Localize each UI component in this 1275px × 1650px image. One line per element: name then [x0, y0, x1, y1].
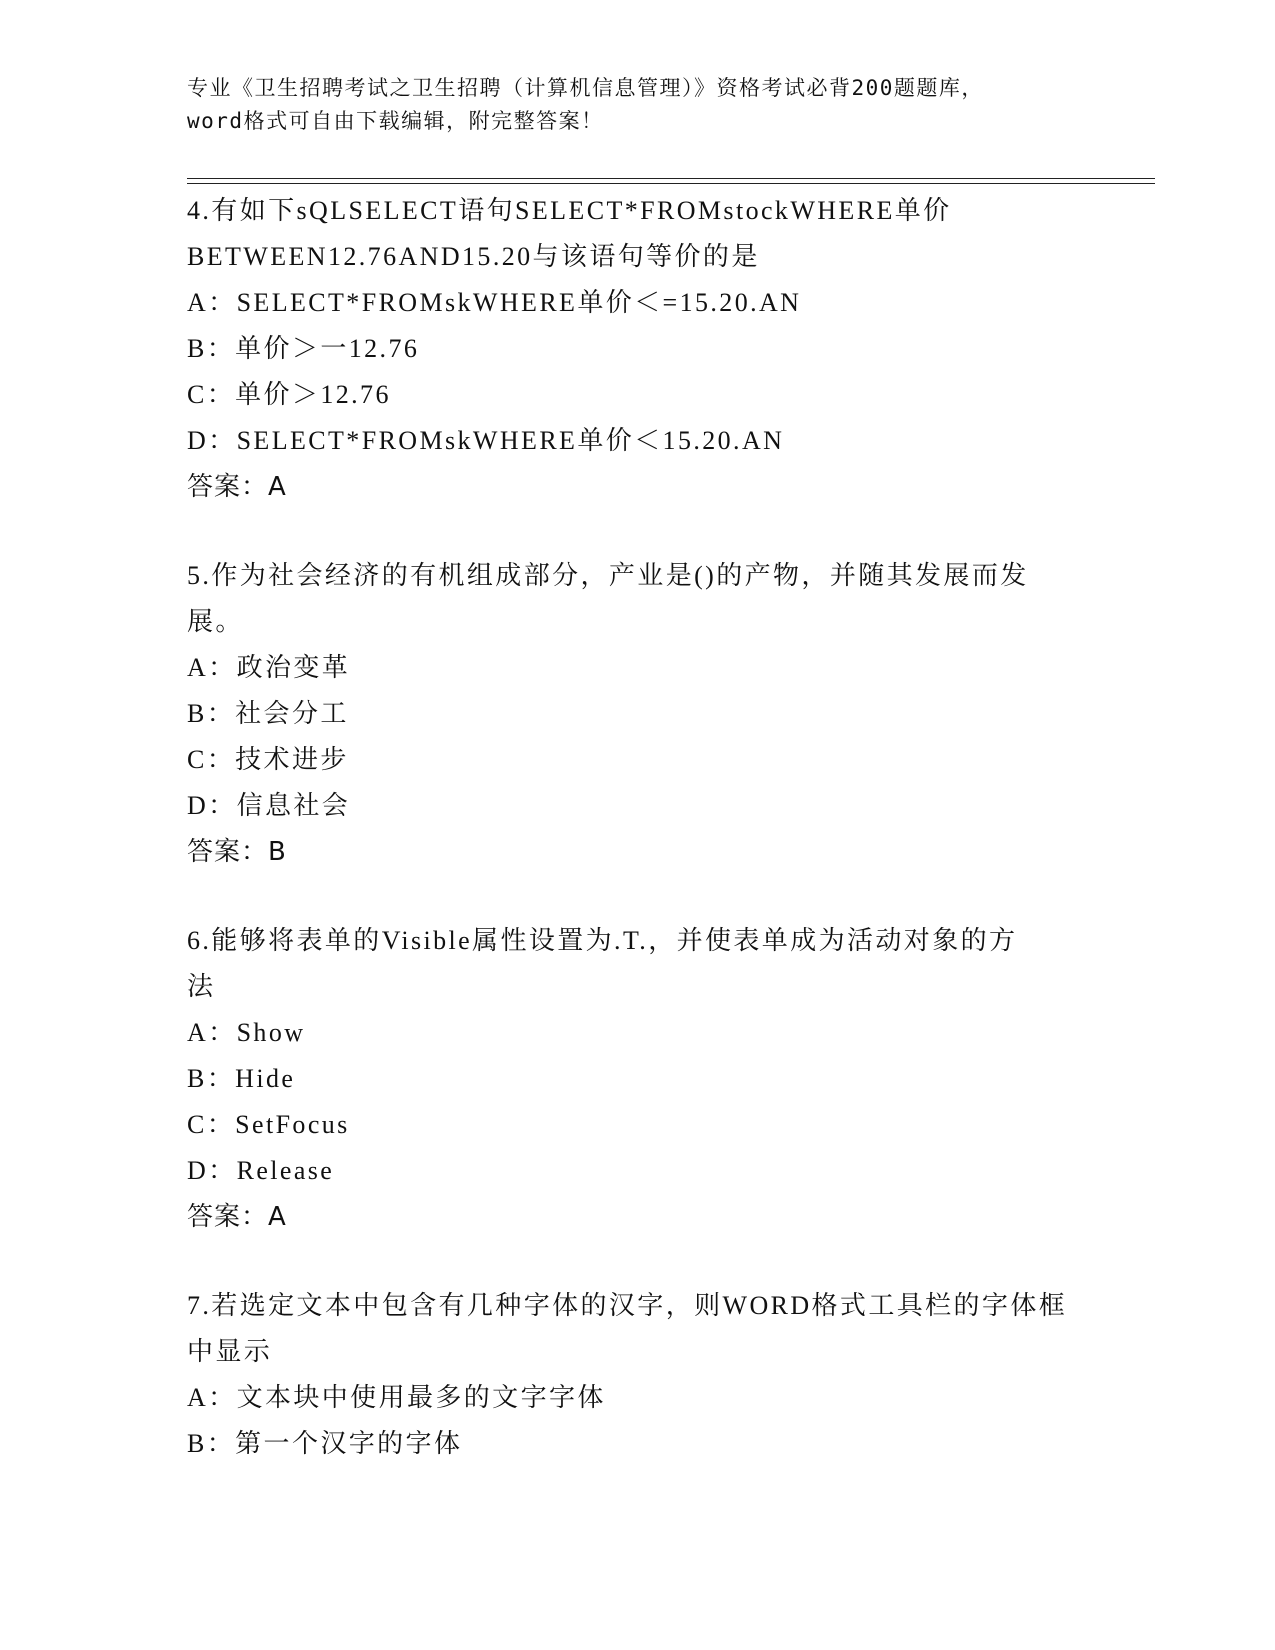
option-b: B：Hide	[187, 1064, 296, 1093]
question-stem-line: 7.若选定文本中包含有几种字体的汉字，则WORD格式工具栏的字体框	[187, 1291, 1068, 1320]
option-d: D：Release	[187, 1156, 335, 1185]
question-stem-line: 4.有如下sQLSELECT语句SELECT*FROMstockWHERE单价	[187, 196, 952, 225]
question-stem-line: BETWEEN12.76AND15.20与该语句等价的是	[187, 242, 760, 271]
option-c: C：技术进步	[187, 745, 349, 774]
question-4	[187, 188, 1087, 510]
option-c: C：单价＞12.76	[187, 380, 391, 409]
option-d: D：SELECT*FROMskWHERE单价＜15.20.AN	[187, 426, 785, 455]
question-stem-line: 中显示	[187, 1337, 273, 1366]
header-line-2: word格式可自由下载编辑，附完整答案！	[187, 109, 604, 133]
answer-line: 答案：B	[187, 837, 287, 867]
option-c: C：SetFocus	[187, 1110, 350, 1139]
header-divider-top	[187, 178, 1155, 179]
option-a: A：政治变革	[187, 653, 351, 682]
option-a: A：SELECT*FROMskWHERE单价＜=15.20.AN	[187, 288, 802, 317]
option-a: A：文本块中使用最多的文字字体	[187, 1383, 606, 1412]
option-a: A：Show	[187, 1018, 306, 1047]
question-stem-line: 5.作为社会经济的有机组成部分，产业是()的产物，并随其发展而发	[187, 561, 1029, 590]
answer-line: 答案：A	[187, 472, 287, 502]
question-list	[187, 188, 1087, 1467]
option-d: D：信息社会	[187, 791, 351, 820]
answer-line: 答案：A	[187, 1202, 287, 1232]
header-line-1: 专业《卫生招聘考试之卫生招聘（计算机信息管理）》资格考试必背200题题库，	[187, 76, 984, 100]
document-header	[187, 72, 1087, 138]
option-b: B：社会分工	[187, 699, 349, 728]
question-stem-line: 6.能够将表单的Visible属性设置为.T.，并使表单成为活动对象的方	[187, 926, 1018, 955]
question-6	[187, 918, 1087, 1240]
question-stem-line: 法	[187, 972, 216, 1001]
question-7	[187, 1283, 1087, 1467]
question-stem-line: 展。	[187, 607, 244, 636]
option-b: B：第一个汉字的字体	[187, 1429, 463, 1458]
header-divider-bottom	[187, 183, 1155, 184]
question-5	[187, 553, 1087, 875]
option-b: B：单价＞一12.76	[187, 334, 420, 363]
